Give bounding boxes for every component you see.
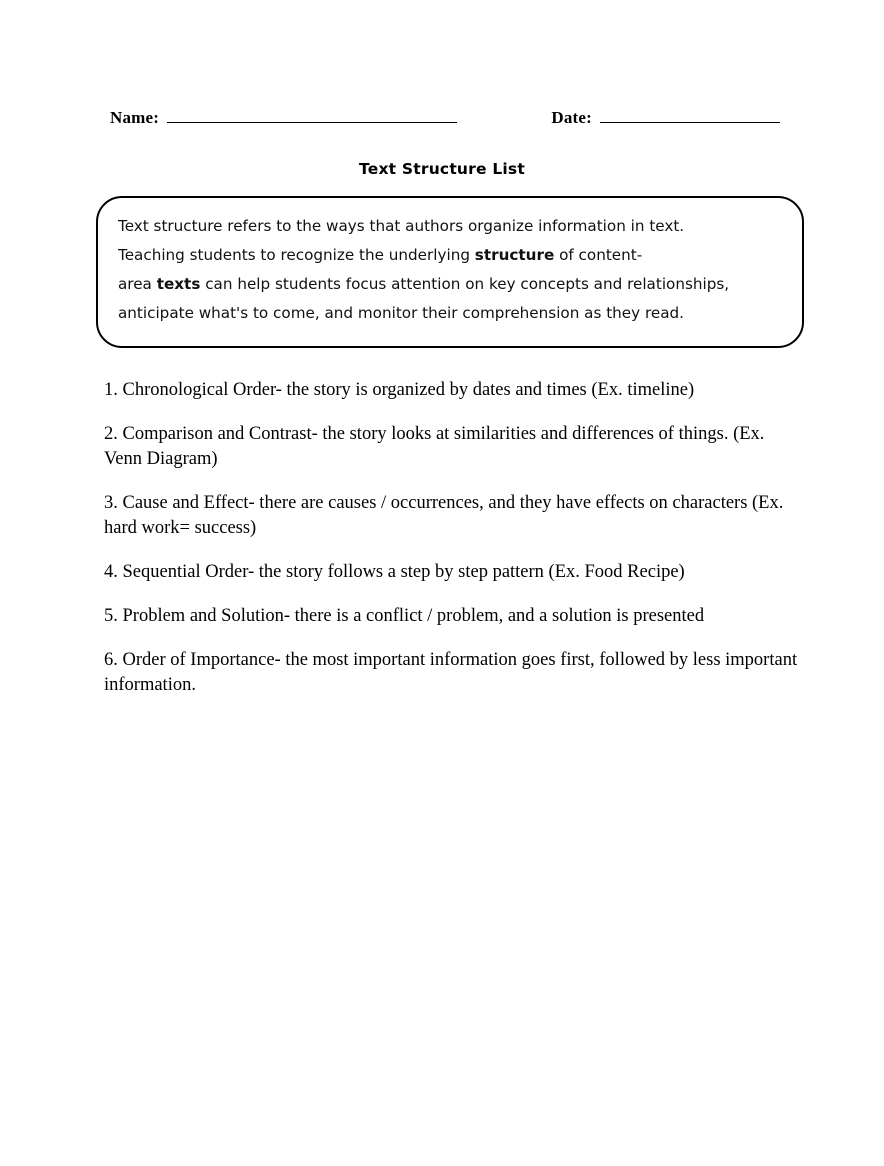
list-item: 2. Comparison and Contrast- the story looks at similarities and differences of things. (Ex. Venn Diagram)	[104, 424, 765, 469]
name-field	[110, 108, 457, 128]
definition-box	[96, 196, 804, 348]
list-item: 4. Sequential Order- the story follows a step by step pattern (Ex. Food Recipe)	[104, 562, 685, 582]
definition-line-3-a: area	[118, 275, 157, 293]
date-input-line[interactable]	[600, 109, 780, 123]
date-field	[551, 108, 780, 128]
header-fields	[110, 108, 780, 128]
name-input-line[interactable]	[167, 109, 457, 123]
definition-line-2-a: Teaching students to recognize the underlying	[118, 246, 475, 264]
definition-keyword-texts: texts	[156, 275, 201, 293]
page-title: Text Structure List	[359, 160, 525, 178]
name-label: Name:	[110, 108, 160, 127]
definition-line-4: anticipate what's to come, and monitor their comprehension as they read.	[118, 304, 684, 322]
list-item: 6. Order of Importance- the most important information goes first, followed by less important information.	[104, 650, 798, 695]
definition-line-2-c: of content-	[554, 246, 643, 264]
definition-line-3	[118, 270, 782, 299]
list-item: 3. Cause and Effect- there are causes / occurrences, and they have effects on characters (Ex. hard work= success)	[104, 493, 784, 538]
list-item: 1. Chronological Order- the story is organized by dates and times (Ex. timeline)	[104, 380, 695, 400]
definition-line-1: Text structure refers to the ways that authors organize information in text.	[118, 217, 685, 235]
definition-text	[118, 212, 782, 328]
text-structure-list	[104, 378, 804, 717]
definition-line-2	[118, 241, 782, 270]
list-item: 5. Problem and Solution- there is a conflict / problem, and a solution is presented	[104, 606, 705, 626]
definition-keyword-structure: structure	[474, 246, 555, 264]
definition-line-3-c: can help students focus attention on key concepts and relationships,	[200, 275, 730, 293]
date-label: Date:	[551, 108, 592, 127]
